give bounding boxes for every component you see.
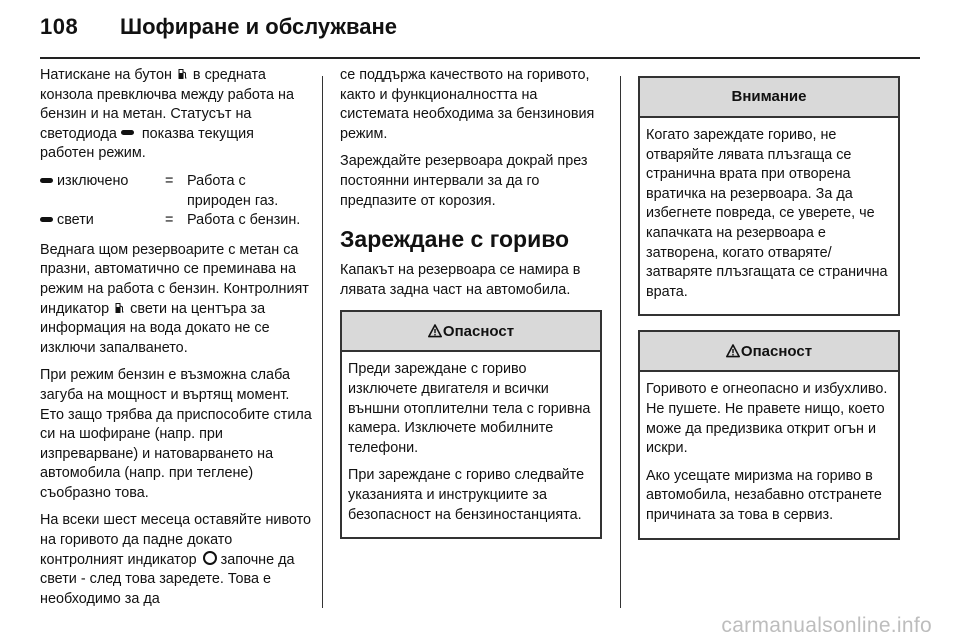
- fuel-pump-icon: [178, 68, 187, 80]
- column-3: [638, 66, 900, 540]
- danger-box-text: Ако усещате миризма на гориво в автомобила, незабавно отстранете причината за това в сервиз.: [646, 467, 882, 523]
- watermark: carmanualsonline.info: [721, 614, 932, 637]
- status-term: изключено: [57, 172, 129, 189]
- danger-box-text: Горивото е огнеопасно и избухливо. Не пушете. Не правете нищо, което може да предизвика открит огън и искри.: [646, 381, 888, 457]
- attention-box-title: Внимание: [731, 88, 807, 106]
- column-divider-1: [322, 76, 323, 608]
- danger-box: [340, 310, 602, 539]
- paragraph-button-switch: Натискане на бутон в средната конзола превключва между работа на бензин и на метан. Статусът на светодиода показва текущия работен режим.: [40, 67, 294, 162]
- danger-box-text: При зареждане с гориво следвайте указанията и инструкциите за безопасност на бензиностанцията.: [348, 467, 585, 523]
- paragraph-tank-location: Капакът на резервоара се намира в лявата задна част на автомобила.: [340, 262, 581, 298]
- section-heading-refuelling: Зареждане с гориво: [340, 226, 570, 253]
- table-row: [40, 211, 312, 231]
- paragraph-refuel-intervals: Зареждайте резервоара докрай през постоянни интервали за да го предпазите от корозия.: [340, 153, 588, 209]
- table-row: [40, 172, 312, 211]
- danger-box-body: [342, 352, 600, 537]
- status-description: Работа с бензин.: [187, 212, 301, 229]
- danger-box: [638, 330, 900, 539]
- column-2: [340, 66, 602, 539]
- danger-box-title: Опасност: [740, 342, 813, 360]
- column-1: [40, 66, 312, 617]
- danger-box-title: Опасност: [442, 322, 515, 340]
- danger-box-header: [342, 312, 600, 352]
- warning-triangle-icon: [726, 344, 740, 358]
- fuel-pump-icon: [115, 302, 124, 314]
- page-title: Шофиране и обслужване: [120, 14, 398, 39]
- dash-indicator-icon: [40, 217, 53, 222]
- paragraph-auto-switch: Веднага щом резервоарите с метан са празни, автоматично се преминава на режим на работа с бензин. Контролният индикатор свети на центъра за информация на вода докато не се изключи запалването.: [40, 241, 309, 356]
- attention-box-header: [640, 78, 898, 118]
- danger-box-body: [640, 372, 898, 537]
- column-divider-2: [620, 76, 621, 608]
- attention-box-body: [640, 118, 898, 314]
- dash-indicator-icon: [40, 178, 53, 183]
- danger-box-header: [640, 332, 898, 372]
- header-divider: [40, 57, 920, 59]
- attention-box: [638, 76, 900, 316]
- page-number: 108: [40, 14, 79, 39]
- equals-sign: =: [165, 172, 174, 189]
- equals-sign: =: [165, 212, 174, 229]
- ring-indicator-icon: [203, 551, 217, 565]
- danger-box-text: Преди зареждане с гориво изключете двигателя и всички външни отоплителни тела с горивна камера. Изключете мобилните телефони.: [348, 361, 591, 456]
- paragraph-six-months: На всеки шест месеца оставяйте нивото на горивото да падне докато контролният индикатор започне да свети - след това заредете. Това е необходимо за да: [40, 512, 312, 607]
- attention-box-text: Когато зареждате гориво, не отваряйте лявата плъзгаща се странична врата при отворена вратичка на резервоара. За да избегнете повреда, се уверете, че капачката на резервоара е затворена, когато отваряте/ затваряте плъзгащата се странична врата.: [646, 127, 888, 300]
- status-term: свети: [57, 212, 94, 229]
- led-status-table: [40, 172, 312, 231]
- paragraph-continuation: се поддържа качеството на горивото, както и функционалността на системата необходима за бензиновия режим.: [340, 67, 595, 142]
- status-description: Работа с природен газ.: [187, 172, 279, 209]
- warning-triangle-icon: [428, 324, 442, 338]
- paragraph-power-loss: При режим бензин е възможна слаба загуба на мощност и въртящ момент. Ето защо трябва да приспособите стила си на шофиране (напр. при изпреварване) и натоварването на автомобила (напр. при теглене) съобразно това.: [40, 367, 312, 501]
- dash-indicator-icon: [121, 130, 134, 135]
